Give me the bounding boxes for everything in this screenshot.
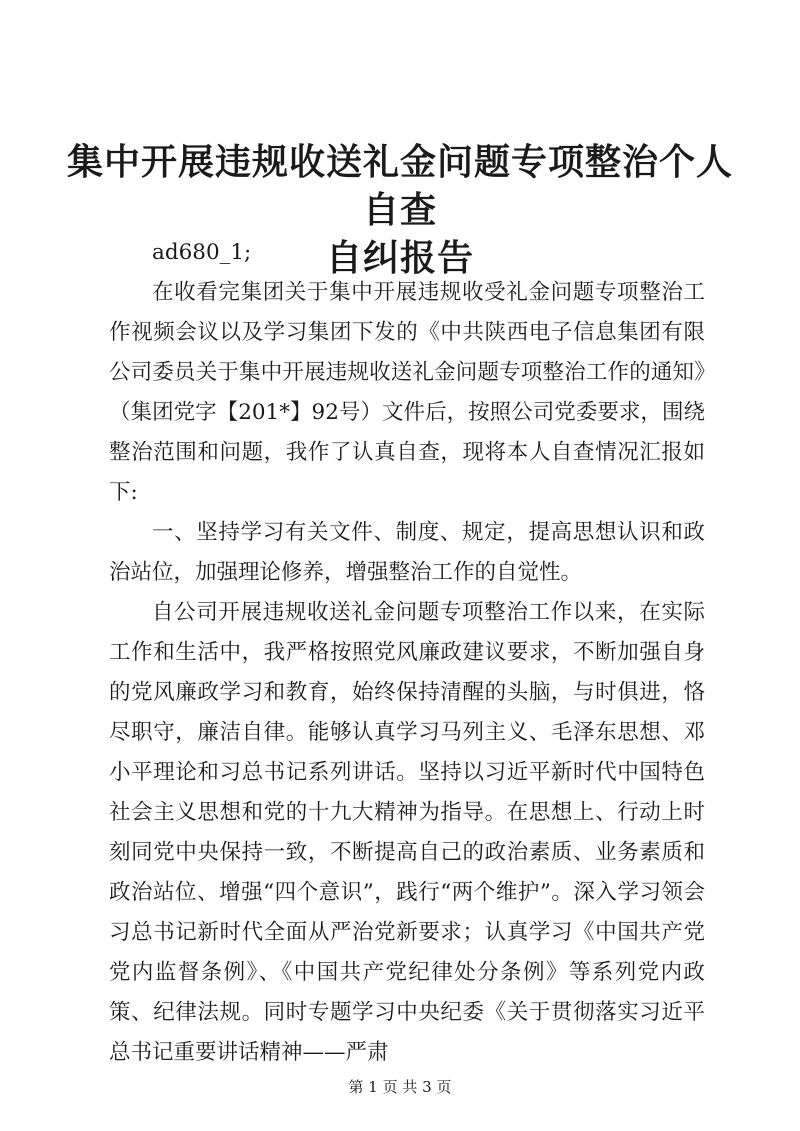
title-line-1: 集中开展违规收送礼金问题专项整治个人自查 [66,141,733,231]
paragraph-intro: 在收看完集团关于集中开展违规收受礼金问题专项整治工作视频会议以及学习集团下发的《中共陕西电子信息集团有限公司委员关于集中开展违规收送礼金问题专项整治工作的通知》（集团党字【201*】92号）文件后，按照公司党委要求，围绕整治范围和问题，我作了认真自查，现将本人自查情况汇报如下: [109,280,705,505]
page-footer: 第 1 页 共 3 页 [348,1078,452,1096]
document-body [109,233,705,1073]
document-code: ad680_1; [152,240,252,265]
paragraph-section-heading: 一、坚持学习有关文件、制度、规定，提高思想认识和政治站位，加强理论修养，增强整治工作的自觉性。 [109,520,705,585]
paragraph-body: 自公司开展违规收送礼金问题专项整治工作以来，在实际工作和生活中，我严格按照党风廉政建议要求，不断加强自身的党风廉政学习和教育，始终保持清醒的头脑，与时俱进，恪尽职守，廉洁自律。能够认真学习马列主义、毛泽东思想、邓小平理论和习总书记系列讲话。坚持以习近平新时代中国特色社会主义思想和党的十九大精神为指导。在思想上、行动上时刻同党中央保持一致，不断提高自己的政治素质、业务素质和政治站位、增强“四个意识”，践行“两个维护”。深入学习领会习总书记新时代全面从严治党新要求；认真学习《中国共产党党内监督条例》、《中国共产党纪律处分条例》等系列党内政策、纪律法规。同时专题学习中央纪委《关于贯彻落实习近平总书记重要讲话精神——严肃 [109,600,705,1065]
title-line-2: 自纠报告 [325,237,474,279]
